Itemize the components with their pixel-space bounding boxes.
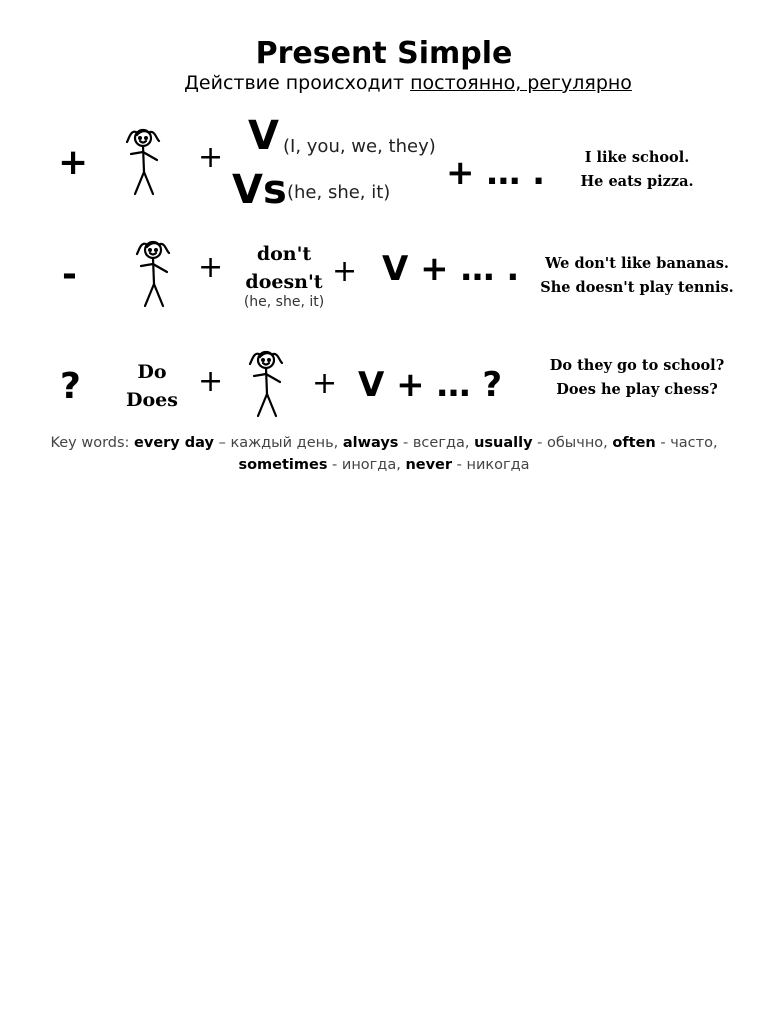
key-words bbox=[30, 432, 738, 476]
keyword: sometimes bbox=[238, 457, 328, 473]
separator: - bbox=[655, 435, 671, 451]
negative-sign: - bbox=[62, 254, 77, 295]
translation: обычно bbox=[546, 435, 604, 451]
page-subtitle bbox=[0, 72, 768, 94]
affirmative-sign: + bbox=[58, 142, 89, 183]
separator: - bbox=[398, 435, 413, 451]
subtitle-emphasis: постоянно, регулярно bbox=[410, 72, 632, 94]
separator: , bbox=[603, 435, 613, 451]
verb-v: V bbox=[248, 113, 279, 159]
example-sentence: I like school. bbox=[584, 149, 690, 166]
question-plus: + bbox=[198, 364, 224, 399]
example-sentence: We don't like bananas. bbox=[545, 255, 729, 272]
subtitle-prefix: Действие происходит bbox=[184, 72, 411, 94]
keyword: never bbox=[405, 457, 453, 473]
example-sentence: Does he play chess? bbox=[556, 381, 718, 398]
keyword: usually bbox=[474, 435, 533, 451]
aux-does: Does bbox=[126, 389, 178, 411]
stick-figure-girl-icon bbox=[133, 238, 173, 310]
verb-vs: Vs bbox=[232, 167, 287, 213]
separator: - bbox=[452, 457, 467, 473]
question-examples bbox=[540, 354, 734, 402]
translation: всегда bbox=[412, 435, 465, 451]
separator: – bbox=[213, 435, 231, 451]
translation: никогда bbox=[466, 457, 530, 473]
negative-tail: V + … . bbox=[382, 249, 520, 289]
affirmative-tail: + … . bbox=[446, 153, 546, 193]
affirmative-plus: + bbox=[198, 140, 224, 175]
example-sentence: He eats pizza. bbox=[580, 173, 694, 190]
separator: - bbox=[327, 457, 342, 473]
stick-figure-girl-icon bbox=[123, 126, 163, 198]
question-sign: ? bbox=[60, 366, 81, 407]
key-words-label: Key words: bbox=[50, 435, 135, 451]
separator: , bbox=[712, 435, 718, 451]
negative-auxiliaries bbox=[234, 240, 334, 296]
separator: - bbox=[532, 435, 547, 451]
question-auxiliaries bbox=[112, 358, 192, 414]
question-tail: V + … ? bbox=[358, 365, 503, 405]
aux-doesnt: doesn't bbox=[245, 271, 323, 293]
example-sentence: She doesn't play tennis. bbox=[540, 279, 734, 296]
aux-do: Do bbox=[137, 361, 167, 383]
keyword: often bbox=[612, 435, 656, 451]
question-plus-2: + bbox=[312, 366, 338, 401]
negative-plus-2: + bbox=[332, 254, 358, 289]
separator: , bbox=[333, 435, 343, 451]
v-pronouns: (I, you, we, they) bbox=[283, 136, 436, 157]
vs-pronouns: (he, she, it) bbox=[287, 182, 391, 203]
negative-examples bbox=[540, 252, 734, 300]
translation: иногда bbox=[341, 457, 397, 473]
affirmative-examples bbox=[540, 146, 734, 194]
stick-figure-girl-icon bbox=[246, 348, 286, 420]
negative-plus: + bbox=[198, 250, 224, 285]
translation: часто bbox=[670, 435, 713, 451]
keyword: every day bbox=[134, 435, 214, 451]
separator: , bbox=[396, 457, 406, 473]
page-title: Present Simple bbox=[255, 36, 513, 71]
keyword: always bbox=[342, 435, 399, 451]
aux-pronouns: (he, she, it) bbox=[243, 294, 325, 310]
example-sentence: Do they go to school? bbox=[549, 357, 725, 374]
aux-dont: don't bbox=[256, 243, 312, 265]
translation: каждый день bbox=[230, 435, 334, 451]
separator: , bbox=[464, 435, 475, 451]
